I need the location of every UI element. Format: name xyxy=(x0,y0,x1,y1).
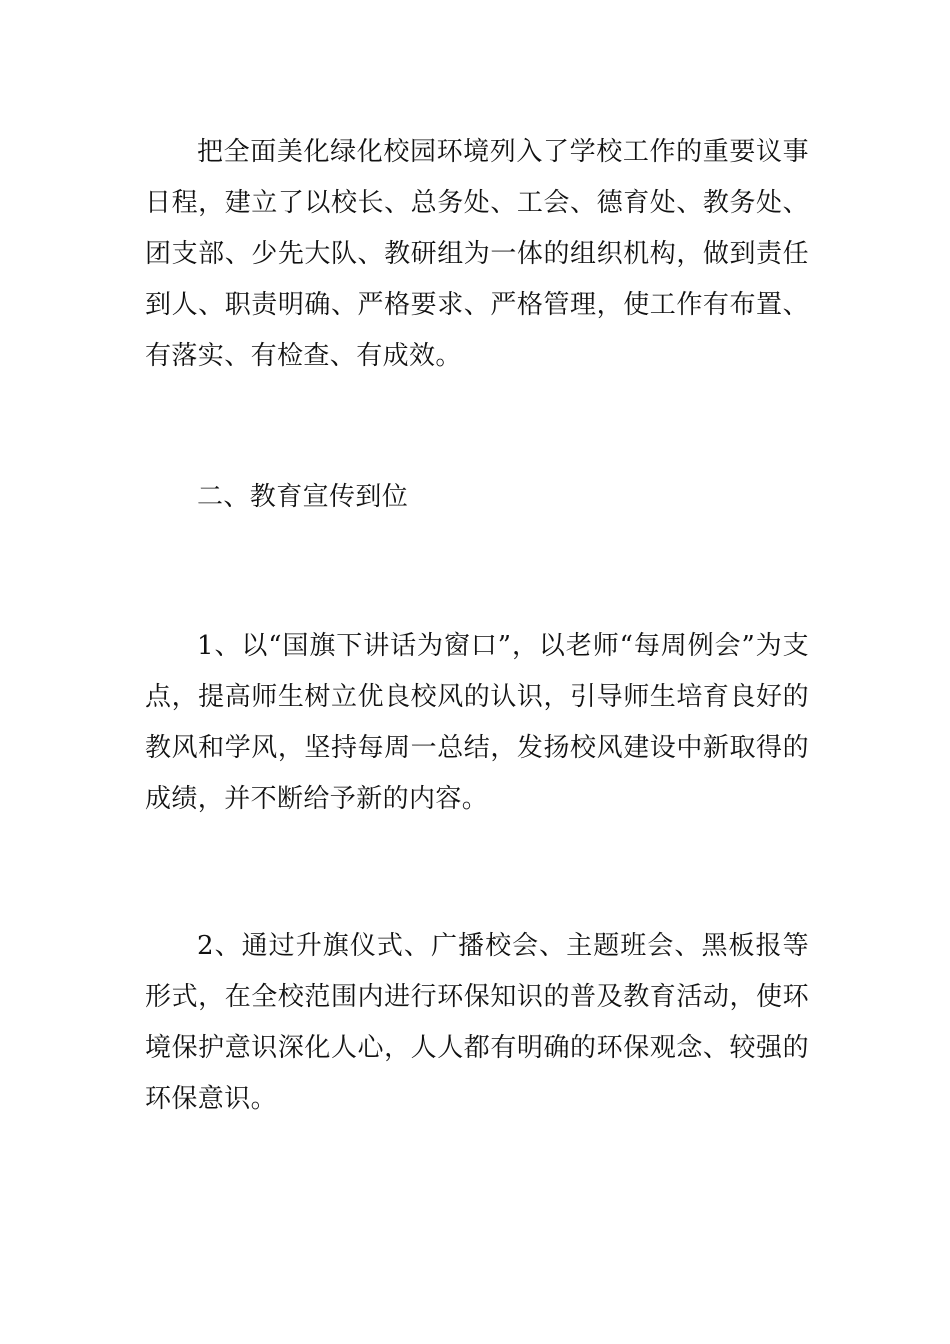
section-heading-education: 二、教育宣传到位 xyxy=(197,482,409,512)
paragraph-item-1: 1、以“国旗下讲话为窗口”，以老师“每周例会”为支点，提高师生树立优良校风的认识，引导师生培育良好的教风和学风，坚持每周一总结，发扬校风建设中新取得的成绩，并不断给予新的内容。 xyxy=(145,631,809,814)
paragraph-organization: 把全面美化绿化校园环境列入了学校工作的重要议事日程，建立了以校长、总务处、工会、德育处、教务处、团支部、少先大队、教研组为一体的组织机构，做到责任到人、职责明确、严格要求、严格管理，使工作有布置、有落实、有检查、有成效。 xyxy=(145,137,809,371)
paragraph-item-2: 2、通过升旗仪式、广播校会、主题班会、黑板报等形式，在全校范围内进行环保知识的普及教育活动，使环境保护意识深化人心，人人都有明确的环保观念、较强的环保意识。 xyxy=(145,931,809,1114)
